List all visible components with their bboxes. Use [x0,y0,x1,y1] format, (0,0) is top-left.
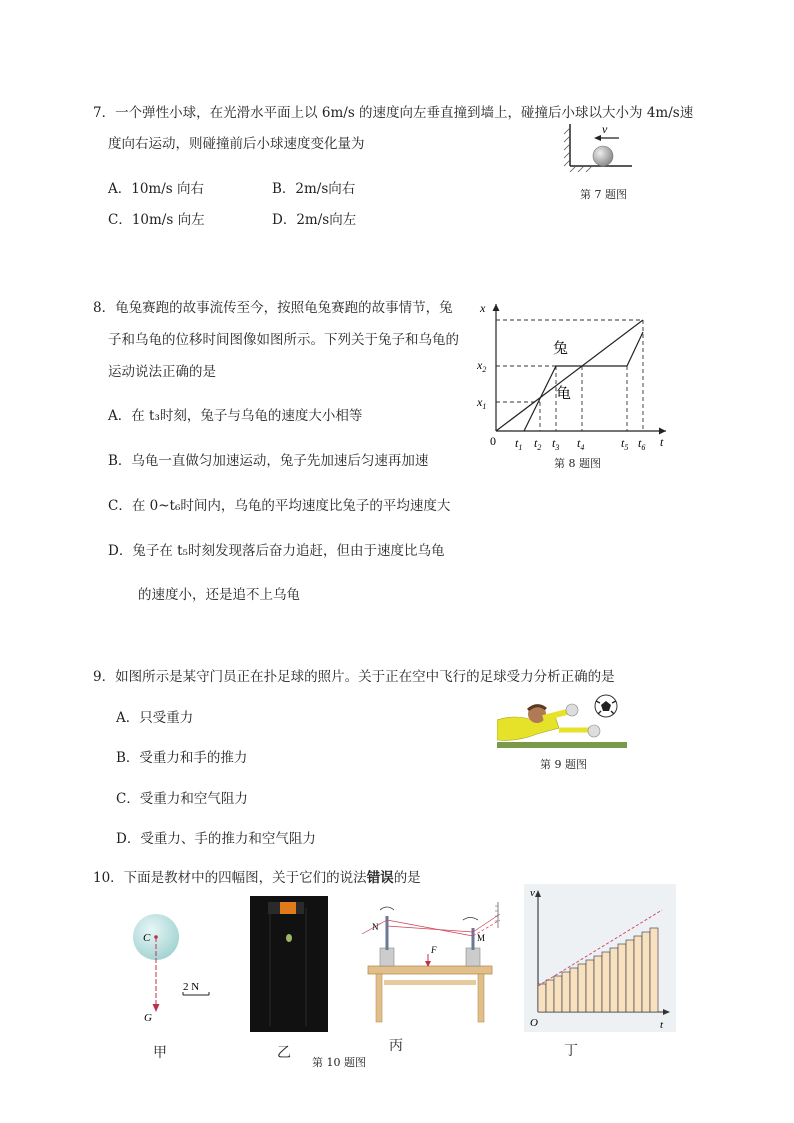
svg-text:M: M [477,933,486,943]
q9-option-c: C．受重力和空气阻力 [116,791,248,807]
q8-option-a: A．在 t₃时刻，兔子与乌龟的速度大小相等 [108,408,363,424]
svg-text:2 N: 2 N [183,981,200,993]
svg-text:t1: $t_1$ [515,436,523,452]
q7-option-a: A．10m/s 向右 [108,181,204,197]
fig-bing-label: 丙 [389,1038,403,1054]
q8-option-c: C．在 0~t₆时间内，乌龟的平均速度比兔子的平均速度大 [108,498,451,514]
q10-caption: 第 10 题图 [312,1056,366,1069]
fig-ding [524,884,676,1032]
fig-jia [125,912,225,1027]
q8-option-d-line1: D．兔子在 t₅时刻发现落后奋力追赶，但由于速度比乌龟 [108,543,445,559]
q7-figure [556,120,636,172]
fig-yi-label: 乙 [277,1045,291,1061]
svg-text:t3: $t_3$ [552,436,560,452]
svg-text:t2: $t_2$ [534,436,542,452]
q7-caption: 第 7 题图 [580,188,627,201]
q9-option-b: B．受重力和手的推力 [116,750,248,766]
svg-text:t6: $t_6$ [638,436,646,452]
q9-caption: 第 9 题图 [540,758,587,771]
q10-stem: 10．下面是教材中的四幅图，关于它们的说法错误的是 [93,870,421,886]
soccer-ball-icon [595,695,617,717]
svg-text:t5: $t_5$ [621,436,629,452]
feather-icon [286,934,292,942]
svg-text:O: O [530,1017,538,1029]
q8-line3: 运动说法正确的是 [108,364,216,380]
q8-option-b: B．乌龟一直做匀加速运动，兔子先加速后匀速再加速 [108,453,429,469]
svg-text:x: x [480,301,486,315]
q7-option-c: C．10m/s 向左 [108,212,205,228]
fig-yi [250,896,328,1032]
svg-text:0: 0 [490,434,496,448]
q8-line1: 8．龟兔赛跑的故事流传至今，按照龟兔赛跑的故事情节，兔 [93,300,453,316]
q7-line2: 度向右运动，则碰撞前后小球速度变化量为 [108,136,365,152]
q9-option-a: A．只受重力 [116,710,194,726]
q7-v-label: v [602,122,608,136]
fig-bing [358,898,503,1026]
svg-text:G: G [144,1012,152,1024]
label-rabbit: 兔 [553,341,569,357]
svg-text:N: N [372,922,379,932]
svg-text:t: t [660,435,664,449]
q9-option-d: D．受重力、手的推力和空气阻力 [116,831,316,847]
svg-text:t: t [660,1019,664,1031]
fig-ding-label: 丁 [564,1043,578,1059]
q8-caption: 第 8 题图 [554,457,601,470]
svg-text:x1: $x_1$ [477,395,487,411]
q7-line1: 7．一个弹性小球，在光滑水平面上以 6m/s 的速度向左垂直撞到墙上，碰撞后小球以大小为 4m/s速 [93,105,694,121]
fig-jia-label: 甲 [153,1045,167,1061]
q8-line2: 子和乌龟的位移时间图像如图所示。下列关于兔子和乌龟的 [108,332,459,348]
q10-stem-bold: 错误 [366,870,394,886]
ball-icon [593,146,613,166]
svg-text:v: v [530,887,535,899]
svg-text:C: C [143,932,151,944]
label-turtle: 龟 [556,386,572,402]
q9-stem: 9．如图所示是某守门员正在扑足球的照片。关于正在空中飞行的足球受力分析正确的是 [93,669,615,685]
svg-text:F: F [431,945,437,955]
q8-option-d-line2: 的速度小，还是追不上乌龟 [138,587,300,603]
q8-xt-graph [472,296,672,458]
goalkeeper-photo [497,690,627,748]
q7-option-d: D．2m/s向左 [272,212,357,228]
svg-text:x2: $x_2$ [477,358,487,374]
q7-option-b: B．2m/s向右 [272,181,356,197]
svg-text:t4: $t_4$ [577,436,585,452]
rabbit-line [524,332,643,431]
turtle-line [496,320,643,431]
